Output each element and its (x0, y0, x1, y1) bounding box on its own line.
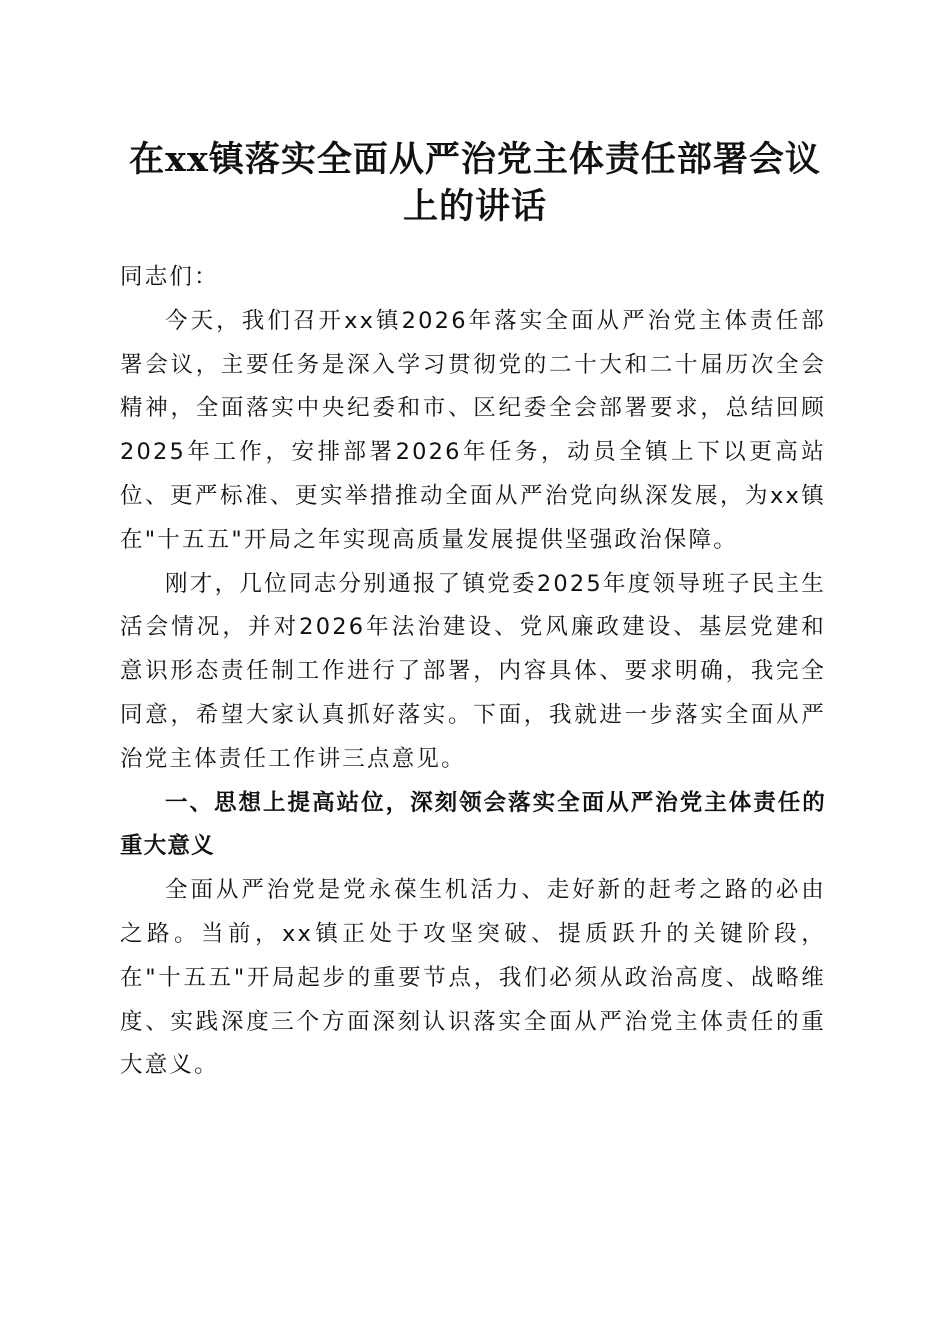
paragraph-opening: 今天，我们召开xx镇2026年落实全面从严治党主体责任部署会议，主要任务是深入学习贯彻党的二十大和二十届历次全会精神，全面落实中央纪委和市、区纪委全会部署要求，总结回顾2025年工作，安排部署2026年任务，动员全镇上下以更高站位、更严标准、更实举措推动全面从严治党向纵深发展，为xx镇在"十五五"开局之年实现高质量发展提供坚强政治保障。 (120, 307, 826, 553)
title-line-2: 上的讲话 (402, 186, 547, 227)
document-title (100, 136, 850, 230)
title-line-1: 在xx镇落实全面从严治党主体责任部署会议 (129, 139, 821, 180)
section-heading-1: 一、思想上提高站位，深刻领会落实全面从严治党主体责任的重大意义 (120, 789, 826, 860)
document-body (120, 256, 826, 1088)
salutation: 同志们： (120, 264, 219, 290)
paragraph-review: 刚才，几位同志分别通报了镇党委2025年度领导班子民主生活会情况，并对2026年法治建设、党风廉政建设、基层党建和意识形态责任制工作进行了部署，内容具体、要求明确，我完全同意，希望大家认真抓好落实。下面，我就进一步落实全面从严治党主体责任工作讲三点意见。 (120, 570, 826, 772)
section-1-paragraph: 全面从严治党是党永葆生机活力、走好新的赶考之路的必由之路。当前，xx镇正处于攻坚突破、提质跃升的关键阶段，在"十五五"开局起步的重要节点，我们必须从政治高度、战略维度、实践深度三个方面深刻认识落实全面从严治党主体责任的重大意义。 (120, 877, 826, 1079)
